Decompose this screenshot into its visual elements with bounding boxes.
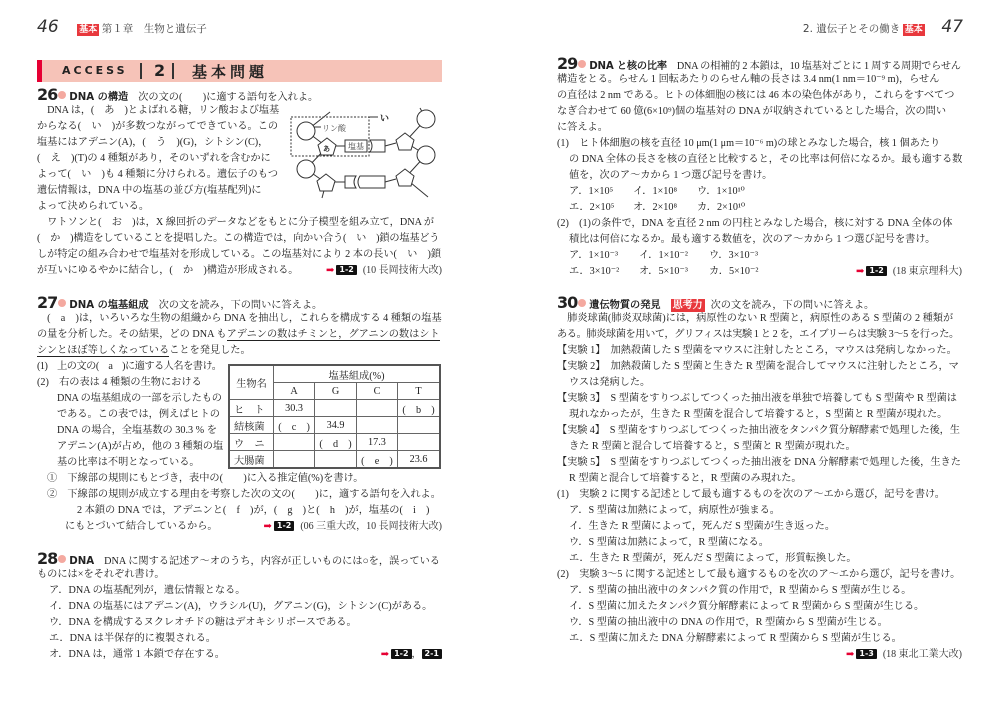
answer-option: ア．1×10⁻³ xyxy=(569,250,619,261)
separator: ， xyxy=(411,649,422,660)
bullet-dot-icon xyxy=(58,91,66,99)
question-line: (1) 上の文の( a )に適する人名を書け。 xyxy=(37,361,222,372)
table-cell xyxy=(274,451,315,469)
table-cell: ( e ) xyxy=(356,451,397,469)
text-line: ( a )は，いろいろな生物の組織から DNA を抽出し，これらを構成する 4 種類の塩基 xyxy=(37,313,442,324)
text-line-group xyxy=(557,72,962,136)
text-line: 【実験 2】 加熱殺菌した S 型菌と生きた R 型菌を混合してマウスに注射したところ，マ xyxy=(557,361,959,372)
question-number: 29 xyxy=(557,54,578,73)
question-topic: DNA xyxy=(69,556,95,567)
answer-option: ア．1×10⁵ xyxy=(569,186,614,197)
text-line: エ．S 型菌に加えた DNA 分解酵素によって R 型菌から S 型菌が生じる。 xyxy=(569,633,902,644)
arrow-right-icon: ➡ xyxy=(855,266,865,277)
nucleotide-label: い xyxy=(380,113,390,123)
organism-name: ウ ニ xyxy=(229,434,274,451)
reference-tag: 1-2 xyxy=(336,265,356,275)
question-line: DNA の塩基組成の一部を示したもの xyxy=(57,393,222,404)
text-line: 【実験 3】 S 型菌をすりつぶしてつくった抽出液を単独で培養しても S 型菌や R 型菌は xyxy=(557,393,957,404)
table-cell: 23.6 xyxy=(398,451,440,469)
question-line: の DNA 全体の長さを核の直径と比較すると，その比率は何倍になるか。最も適する数 xyxy=(569,154,963,165)
question-number: 28 xyxy=(37,549,58,568)
access-label: ACCESS xyxy=(62,64,128,77)
question-line-group xyxy=(37,359,223,471)
text-line: ウ．S 型菌の抽出液中の DNA の作用で，R 型菌から S 型菌が生じる。 xyxy=(569,617,888,628)
question-topic: DNA の構造 xyxy=(69,92,129,103)
answer-option: イ．1×10⁻² xyxy=(639,250,688,261)
table-cell xyxy=(315,400,357,417)
answer-choice: イ．DNA の塩基にはアデニン(A)，ウラシル(U)，グアニン(G)，シトシン(C)がある。 xyxy=(49,601,433,612)
text-line xyxy=(37,327,442,343)
sugar-label: あ xyxy=(323,145,330,153)
page-header-left xyxy=(37,17,207,37)
table-row xyxy=(229,434,440,451)
phosphate-label: リン酸 xyxy=(322,124,346,133)
column-header: G xyxy=(315,383,357,400)
table-cell: 34.9 xyxy=(315,417,357,434)
reference-tag: 2-1 xyxy=(422,649,442,659)
question-header xyxy=(557,295,962,311)
text-line: が互いにゆるやかに結合し，( か )構造が形成される。 xyxy=(37,265,299,276)
page-number: 47 xyxy=(941,17,963,37)
text-line: DNA は，( あ )とよばれる糖，リン酸および塩基 xyxy=(37,105,280,116)
text-line: R 型菌と混合して培養すると，R 型菌のみ現れた。 xyxy=(569,473,802,484)
question-line: 基の比率は不明となっている。 xyxy=(57,457,200,468)
answer-option: オ．5×10⁻³ xyxy=(639,266,688,277)
text-line: なぎ合わせて 60 億(6×10⁹)個の塩基対の DNA が収納されているとした場合，次の問い xyxy=(557,106,947,117)
text-line: 構造をとる。らせん 1 回転あたりのらせん軸の長さは 3.4 nm(1 nm＝10⁻⁹ m)，らせん xyxy=(557,74,940,85)
page-number: 46 xyxy=(37,17,59,37)
answer-option: カ．2×10¹⁰ xyxy=(697,202,746,213)
base-composition-table xyxy=(228,364,441,469)
header-organism: 生物名 xyxy=(229,365,274,400)
text-line: からなる( い )が多数つながってできている。この xyxy=(37,121,279,132)
text-line-group xyxy=(557,311,962,647)
question-number: 27 xyxy=(37,293,58,312)
source-note: (18 東北工業大改) xyxy=(882,649,962,660)
table-cell: ( c ) xyxy=(274,417,315,434)
answer-choice: ア．DNA の塩基配列が，遺伝情報となる。 xyxy=(49,585,246,596)
table-cell: ( d ) xyxy=(315,434,357,451)
question-line: 値を，次のア～カから 1 つ選び記号を書け。 xyxy=(569,170,773,181)
sub-question-line: 2 本鎖の DNA では，アデニンと( f )が，( g )と( h )が，塩基の( i ) xyxy=(77,505,430,516)
text-line: ウ．S 型菌は加熱によって，R 型菌になる。 xyxy=(569,537,769,548)
column-header: T xyxy=(398,383,440,400)
text-line: (1) 実験 2 に関する記述として最も適するものを次のア～エから選び，記号を書け。 xyxy=(557,489,945,500)
source-note: (18 東京理科大) xyxy=(892,266,962,277)
question-prompt: 次の文の( )に適する語句を入れよ。 xyxy=(138,92,319,103)
answer-option: イ．1×10⁸ xyxy=(633,186,678,197)
sub-question-line: ① 下線部の規則にもとづき，表中の( )に入る推定値(%)を書け。 xyxy=(47,473,364,484)
answer-choice: オ．DNA は，通常 1 本鎖で存在する。 xyxy=(49,649,225,660)
thinking-badge: 思考力 xyxy=(672,300,703,311)
page-header-right xyxy=(803,17,963,37)
text-segment: ことを発見した。 xyxy=(169,345,251,356)
text-line: 肺炎球菌(肺炎双球菌)には，病原性のない R 型菌と，病原性のある S 型菌の 2 種類が xyxy=(557,313,954,324)
question-prompt: DNA の相補的 2 本鎖は，10 塩基対ごとに 1 周する周期でらせん xyxy=(676,61,961,72)
divider xyxy=(172,63,174,79)
question-line: 積比は何倍になるか。最も適する数値を，次のア～カから 1 つ選び記号を書け。 xyxy=(569,234,936,245)
table-row xyxy=(229,417,440,434)
question-topic: DNA と核の比率 xyxy=(589,61,667,72)
question-number: 26 xyxy=(37,85,58,104)
bond-line xyxy=(385,179,396,182)
reference xyxy=(557,647,962,663)
text-line xyxy=(37,343,442,359)
sugar-pentagon xyxy=(317,174,335,191)
question-topic: DNA の塩基組成 xyxy=(69,300,149,311)
text-line: に答えよ。 xyxy=(557,122,608,133)
question-header xyxy=(37,551,442,567)
text-line: イ．S 型菌に加えたタンパク質分解酵素によって R 型菌から S 型菌が生じる。 xyxy=(569,601,925,612)
table-cell xyxy=(315,451,357,469)
base-label: 塩基 xyxy=(348,142,364,151)
answer-option: ウ．3×10⁻³ xyxy=(709,250,759,261)
question-28 xyxy=(37,551,442,663)
text-line: (2) 実験 3～5 に関する記述として最も適するものを次のア～エから選び，記号を書け。 xyxy=(557,569,961,580)
text-line: ア．S 型菌の抽出液中のタンパク質の作用で，R 型菌から S 型菌が生じる。 xyxy=(569,585,912,596)
table-cell xyxy=(356,400,397,417)
question-line-group xyxy=(557,216,962,248)
dna-structure-diagram xyxy=(285,105,445,205)
text-segment: の量を分析した。その結果，どの DNA も xyxy=(37,329,227,340)
answer-choice: エ．DNA は半保存的に複製される。 xyxy=(49,633,216,644)
organism-name: 結核菌 xyxy=(229,417,274,434)
arrow-right-icon: ➡ xyxy=(380,649,390,660)
question-prompt: 次の文を読み，下の問いに答えよ。 xyxy=(158,300,323,311)
question-30 xyxy=(557,295,962,663)
text-line: ウスは発病した。 xyxy=(569,377,651,388)
text-line: 【実験 5】 S 型菌をすりつぶしてつくった抽出液を DNA 分解酵素で処理した後，生きた xyxy=(557,457,961,468)
bullet-dot-icon xyxy=(578,299,586,307)
question-header xyxy=(37,295,442,311)
bond-line xyxy=(385,143,396,146)
text-line: イ．生きた R 型菌によって，死んだ S 型菌が生き返った。 xyxy=(569,521,836,532)
bullet-dot-icon xyxy=(58,555,66,563)
text-line: 【実験 4】 S 型菌をすりつぶしてつくった抽出液をタンパク質分解酵素で処理した後，生 xyxy=(557,425,960,436)
reference-tag: 1-2 xyxy=(391,649,411,659)
table-cell: ( b ) xyxy=(398,400,440,417)
base-shape xyxy=(370,140,385,152)
organism-name: ヒ ト xyxy=(229,400,274,417)
access-number: 2 xyxy=(154,61,166,80)
text-line-group xyxy=(37,103,281,215)
text-line: よって( い )も 4 種類に分けられる。遺伝子のもつ xyxy=(37,169,279,180)
organism-name: 大腸菌 xyxy=(229,451,274,469)
phosphate-circle xyxy=(417,146,435,164)
sub-question-line: ② 下線部の規則が成立する理由を考察した次の文の( )に，適する語句を入れよ。 xyxy=(47,489,441,500)
source-note: (10 長岡技術大改) xyxy=(362,265,442,276)
sub-question-line: にもとづいて結合しているから。 xyxy=(65,521,218,532)
text-line: ワトソンと( お )は，X 線回折のデータなどをもとに分子模型を組み立て，DNA が xyxy=(37,217,435,228)
phosphate-circle xyxy=(417,110,435,128)
question-header xyxy=(37,87,442,103)
answer-options xyxy=(557,184,962,216)
divider xyxy=(140,63,142,79)
question-line: (2) 右の表は 4 種類の生物における xyxy=(37,377,202,388)
chapter-title: 第１章 生物と遺伝子 xyxy=(101,23,207,35)
question-topic: 遺伝物質の発見 xyxy=(589,300,661,311)
arrow-right-icon: ➡ xyxy=(845,649,855,660)
text-line: エ．生きた R 型菌が，死んだ S 型菌によって，形質転換した。 xyxy=(569,553,857,564)
text-line: 現れなかったが，生きた R 型菌を混合して培養すると，S 型菌と R 型菌が現れた。 xyxy=(569,409,948,420)
question-header xyxy=(557,56,962,72)
table-cell xyxy=(398,434,440,451)
question-prompt: 次の文を読み，下の問いに答えよ。 xyxy=(710,300,875,311)
table-cell: 17.3 xyxy=(356,434,397,451)
header-composition: 塩基組成(%) xyxy=(274,365,441,383)
table-row xyxy=(229,451,440,469)
table-cell xyxy=(274,434,315,451)
answer-choice: ウ．DNA を構成するヌクレオチドの糖はデオキシリボースである。 xyxy=(49,617,357,628)
question-line: である。この表では，例えばヒトの xyxy=(57,409,220,420)
text-line: ( え )(T)の 4 種類があり，そのいずれを含むかに xyxy=(37,153,271,164)
answer-option: オ．2×10⁸ xyxy=(633,202,678,213)
phosphate-circle xyxy=(297,122,315,140)
text-line: の直径は 2 nm である。ヒトの体細胞の核には 46 本の染色体があり，これらをすべてつ xyxy=(557,90,955,101)
question-number: 30 xyxy=(557,293,578,312)
column-header: C xyxy=(356,383,397,400)
reference-tag: 1-3 xyxy=(856,649,876,659)
text-line: ある。肺炎球菌を用いて，グリフィスは実験 1 と 2 を，エイブリーらは実験 3～5 を行った。 xyxy=(557,329,959,340)
table-cell: 30.3 xyxy=(274,400,315,417)
table-row xyxy=(229,400,440,417)
question-prompt: DNA に関する記述ア～オのうち，内容が正しいものには○を，誤っている xyxy=(104,556,440,567)
question-line: アデニン(A)が占め，他の 3 種類の塩 xyxy=(57,441,224,452)
phosphate-circle xyxy=(297,160,315,178)
question-line: (1) ヒト体細胞の核を直径 10 μm(1 μm＝10⁻⁶ m)の球とみなした場合，核 1 個あたり xyxy=(557,138,941,149)
bullet-dot-icon xyxy=(58,299,66,307)
underlined-text: シンとほぼ等しくなっている xyxy=(37,345,170,356)
question-line-group xyxy=(557,136,962,184)
base-shape xyxy=(358,176,385,188)
text-line: しが特定の組み合わせで塩基対を形成している。この塩基対により 2 本の長い( い )鎖 xyxy=(37,249,442,260)
text-line: よって決められている。 xyxy=(37,201,150,212)
base-shape xyxy=(345,176,356,188)
bullet-dot-icon xyxy=(578,60,586,68)
section-heading: 基本問題 xyxy=(192,63,269,81)
source-note: (06 三重大改，10 長岡技術大改) xyxy=(300,521,442,532)
column-header: A xyxy=(274,383,315,400)
reference-tag: 1-2 xyxy=(274,521,294,531)
answer-option: エ．3×10⁻² xyxy=(569,266,620,277)
text-line: 遺伝情報は，DNA 中の塩基の並び方(塩基配列)に xyxy=(37,185,262,196)
text-line: ( か )構造をしていることを提唱した。この構造では，向かい合う( い )鎖の塩基どう xyxy=(37,233,440,244)
table-cell xyxy=(398,417,440,434)
question-line: DNA の場合，全塩基数の 30.3 % を xyxy=(57,425,217,436)
underlined-text: アデニンの数はチミンと，グアニンの数はシト xyxy=(226,329,440,340)
answer-option: エ．2×10⁵ xyxy=(569,202,615,213)
section-title: 2. 遺伝子とその働き xyxy=(802,23,901,35)
question-29 xyxy=(557,56,962,280)
answer-option: カ．5×10⁻² xyxy=(709,266,759,277)
text-line: ア．S 型菌は加熱によって，病原性が強まる。 xyxy=(569,505,780,516)
text-line: 【実験 1】 加熱殺菌した S 型菌をマウスに注射したところ，マウスは発病しなかった。 xyxy=(557,345,957,356)
level-badge: 基本 xyxy=(79,24,98,35)
text-line: 塩基にはアデニン(A)，( う )(G)，シトシン(C)， xyxy=(37,137,269,148)
table-cell xyxy=(356,417,397,434)
access-section-bar xyxy=(37,60,442,82)
level-badge: 基本 xyxy=(904,24,923,35)
reference-tag: 1-2 xyxy=(866,266,886,276)
text-line: ものには×をそれぞれ書け。 xyxy=(37,569,165,580)
text-line: きた R 型菌と混合して培養すると，S 型菌と R 型菌が現れた。 xyxy=(569,441,856,452)
arrow-right-icon: ➡ xyxy=(325,265,335,276)
answer-option: ウ．1×10¹⁰ xyxy=(697,186,745,197)
question-line: (2) (1)の条件で，DNA を直径 2 nm の円柱とみなした場合，核に対する DNA 全体の体 xyxy=(557,218,953,229)
arrow-right-icon: ➡ xyxy=(263,521,272,532)
